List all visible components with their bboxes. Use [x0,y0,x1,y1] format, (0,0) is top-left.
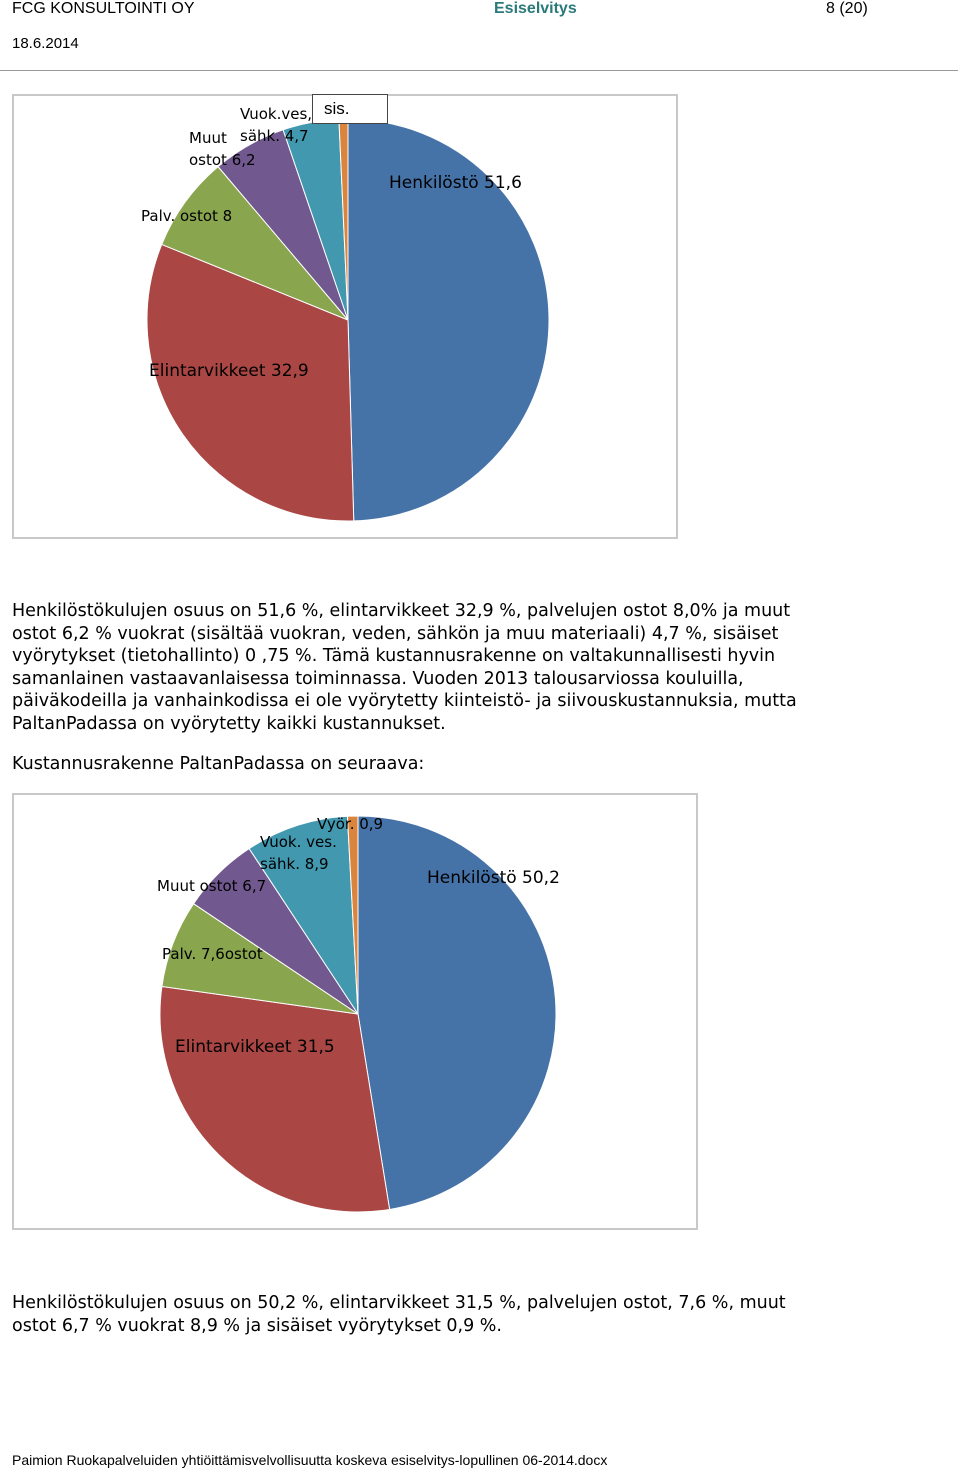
document-date: 18.6.2014 [12,35,79,52]
slice-label-muut: Muut ostot 6,7 [157,877,267,895]
paragraph-1-line: päiväkodeilla ja vanhainkodissa ei ole vyörytetty kiinteistö- ja siivouskustannuksia, mutta [12,691,797,712]
slice-label-henkilosto: Henkilöstö 50,2 [427,868,560,888]
paragraph-cost-structure-1 [12,600,872,736]
paragraph-1-line: samanlainen vastaavanlaisessa toiminnassa. Vuoden 2013 talousarviossa kouluilla, [12,668,744,689]
slice-label-muut: ostot 6,2 [189,151,256,169]
pie-slice-elintarvikkeet [160,986,390,1212]
paragraph-1-line: Henkilöstökulujen osuus on 51,6 %, elintarvikkeet 32,9 %, palvelujen ostot 8,0% ja muut [12,601,791,621]
slice-label-henkilosto: Henkilöstö 51,6 [389,173,522,193]
paragraph-1-line: vyörytykset (tietohallinto) 0 ,75 %. Tämä kustannusrakenne on valtakunnallisesti hyvin [12,646,776,667]
paragraph-cost-structure-2 [12,1292,872,1337]
slice-label-palvelut: Palv. ostot 8 [141,207,233,225]
pie-chart-2-svg [14,795,698,1230]
paragraph-1-line: PaltanPadassa on vyörytetty kaikki kustannukset. [12,713,446,734]
company-name: FCG KONSULTOINTI OY [12,0,195,17]
paragraph-intro-chart-2: Kustannusrakenne PaltanPadassa on seuraava: [12,754,425,774]
paragraph-3-line: ostot 6,7 % vuokrat 8,9 % ja sisäiset vyörytykset 0,9 %. [12,1315,502,1336]
slice-label-vuokrat: sähk. 4,7 [240,127,309,145]
slice-label-elintarvikkeet: Elintarvikkeet 32,9 [149,361,309,381]
paragraph-3-line: Henkilöstökulujen osuus on 50,2 %, elintarvikkeet 31,5 %, palvelujen ostot, 7,6 %, muut [12,1293,786,1313]
page-number: 8 (20) [826,0,868,17]
document-type: Esiselvitys [494,0,577,17]
header-divider [0,70,958,71]
chart-1-legend-fragment: sis. [312,94,388,124]
pie-chart-2 [12,793,698,1230]
slice-label-elintarvikkeet: Elintarvikkeet 31,5 [175,1037,335,1057]
slice-label-vyorytykset: Vyör. 0,9 [317,815,384,833]
slice-label-palvelut: Palv. 7,6ostot [162,945,263,963]
paragraph-1-line: ostot 6,2 % vuokrat (sisältää vuokran, veden, sähkön ja muu materiaali) 4,7 %, sisäiset [12,623,779,644]
slice-label-vuokrat: Vuok. ves. [260,833,337,851]
slice-label-vuokrat: Vuok.ves, [240,105,313,123]
pie-chart-1 [12,94,678,539]
footer-filename: Paimion Ruokapalveluiden yhtiöittämisvelvollisuutta koskeva esiselvitys-lopullinen 06-2014.docx [12,1452,608,1468]
pie-chart-1-svg [14,96,678,539]
slice-label-muut: Muut [189,129,227,147]
slice-label-vuokrat: sähk. 8,9 [260,855,329,873]
